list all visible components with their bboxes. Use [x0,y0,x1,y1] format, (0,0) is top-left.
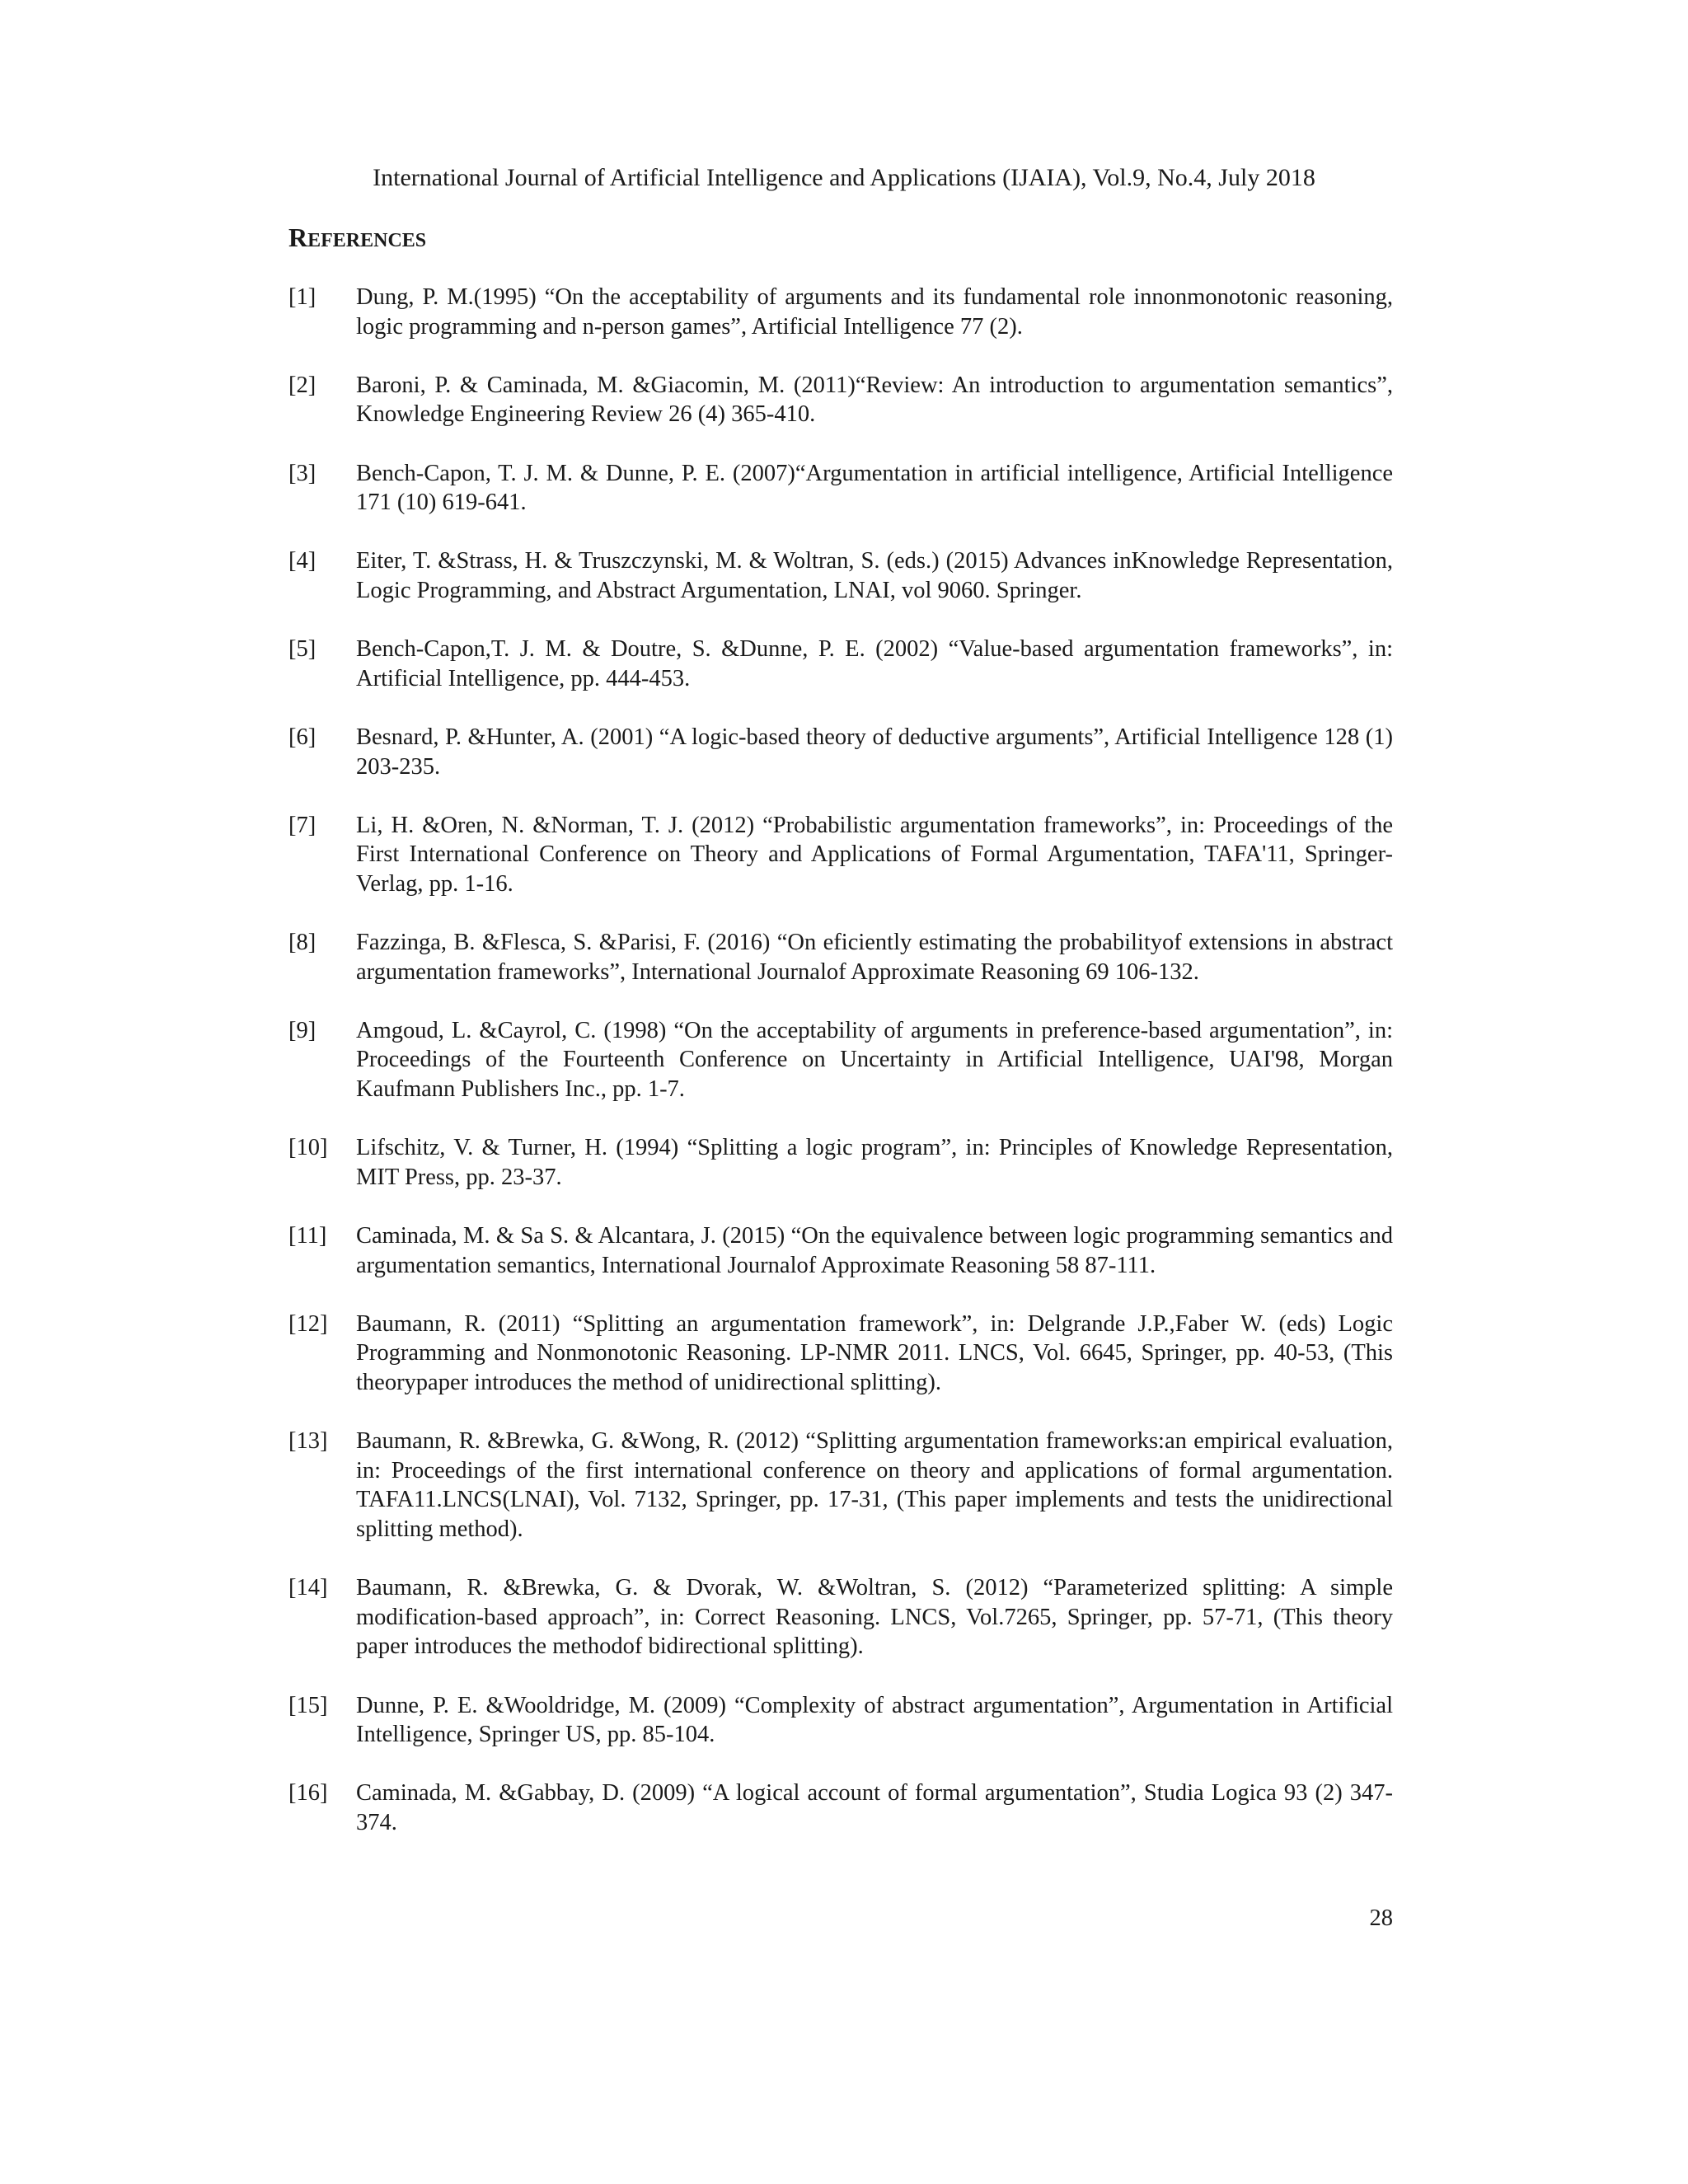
reference-item [288,1427,1393,1544]
references-heading [288,221,426,257]
reference-number: [12] [288,1310,328,1337]
heading-initial: R [288,223,308,252]
reference-text: Bench-Capon, T. J. M. & Dunne, P. E. (2007)“Argumentation in artificial intelligence, Artificial Intelligence 171 (10) 619-641. [356,460,1393,516]
reference-item [288,635,1393,693]
references-list [288,283,1393,1867]
reference-item [288,1573,1393,1661]
reference-item [288,928,1393,987]
reference-text: Baumann, R. &Brewka, G. &Wong, R. (2012) “Splitting argumentation frameworks:an empirical evaluation, in: Proceedings of the first international conference on theory and applications of formal argumentation. TAFA11.LNCS(LNAI), Vol. 7132, Springer, pp. 17-31, (This paper implements and tests the unidirectional splitting method). [356,1428,1393,1542]
heading-smallcaps: EFERENCES [307,230,427,251]
reference-text: Fazzinga, B. &Flesca, S. &Parisi, F. (2016) “On eficiently estimating the probabilityof extensions in abstract argumentation frameworks”, International Journalof Approximate Reasoning 69 106-132. [356,930,1393,985]
reference-item [288,811,1393,899]
reference-item [288,546,1393,605]
reference-text: Caminada, M. & Sa S. & Alcantara, J. (2015) “On the equivalence between logic programming semantics and argumentation semantics, International Journalof Approximate Reasoning 58 87-111. [356,1223,1393,1278]
reference-text: Bench-Capon,T. J. M. & Doutre, S. &Dunne, P. E. (2002) “Value-based argumentation frameworks”, in: Artificial Intelligence, pp. 444-453. [356,636,1393,691]
reference-item [288,283,1393,341]
page-number: 28 [1369,1905,1393,1931]
reference-item [288,1691,1393,1750]
reference-text: Dunne, P. E. &Wooldridge, M. (2009) “Complexity of abstract argumentation”, Argumentation in Artificial Intelligence, Springer US, pp. 85-104. [356,1692,1393,1748]
reference-item [288,371,1393,429]
reference-number: [15] [288,1692,328,1718]
reference-number: [9] [288,1017,316,1043]
reference-item [288,459,1393,518]
reference-item [288,1310,1393,1398]
reference-item [288,1221,1393,1280]
reference-number: [4] [288,548,316,574]
reference-item [288,1133,1393,1192]
reference-number: [14] [288,1575,328,1601]
reference-text: Dung, P. M.(1995) “On the acceptability of arguments and its fundamental role innonmonotonic reasoning, logic programming and n-person games”, Artificial Intelligence 77 (2). [356,284,1393,340]
reference-number: [1] [288,284,316,310]
reference-text: Baroni, P. & Caminada, M. &Giacomin, M. (2011)“Review: An introduction to argumentation semantics”, Knowledge Engineering Review 26 (4) 365-410. [356,372,1393,428]
reference-text: Besnard, P. &Hunter, A. (2001) “A logic-based theory of deductive arguments”, Artificial Intelligence 128 (1) 203-235. [356,724,1393,780]
reference-number: [7] [288,812,316,838]
reference-number: [8] [288,930,316,956]
journal-header: International Journal of Artificial Intelligence and Applications (IJAIA), Vol.9, No.4, July 2018 [373,164,1315,191]
reference-number: [16] [288,1780,328,1807]
reference-number: [2] [288,372,316,398]
reference-text: Baumann, R. &Brewka, G. & Dvorak, W. &Woltran, S. (2012) “Parameterized splitting: A simple modification-based approach”, in: Correct Reasoning. LNCS, Vol.7265, Springer, pp. 57-71, (This theory paper introduces the methodof bidirectional splitting). [356,1575,1393,1660]
reference-item [288,723,1393,781]
reference-text: Lifschitz, V. & Turner, H. (1994) “Splitting a logic program”, in: Principles of Knowledge Representation, MIT Press, pp. 23-37. [356,1135,1393,1190]
reference-number: [11] [288,1223,327,1249]
reference-text: Baumann, R. (2011) “Splitting an argumentation framework”, in: Delgrande J.P.,Faber W. (eds) Logic Programming and Nonmonotonic Reasoning. LP-NMR 2011. LNCS, Vol. 6645, Springer, pp. 40-53, (This theorypaper introduces the method of unidirectional splitting). [356,1310,1393,1395]
reference-text: Caminada, M. &Gabbay, D. (2009) “A logical account of formal argumentation”, Studia Logica 93 (2) 347-374. [356,1780,1393,1835]
reference-item [288,1016,1393,1104]
reference-text: Amgoud, L. &Cayrol, C. (1998) “On the acceptability of arguments in preference-based argumentation”, in: Proceedings of the Fourteenth Conference on Uncertainty in Artificial Intelligence, UAI'98, Morgan Kaufmann Publishers Inc., pp. 1-7. [356,1017,1393,1103]
reference-item [288,1779,1393,1837]
reference-number: [5] [288,636,316,663]
reference-number: [13] [288,1428,328,1455]
reference-number: [10] [288,1135,328,1161]
reference-text: Eiter, T. &Strass, H. & Truszczynski, M. & Woltran, S. (eds.) (2015) Advances inKnowledge Representation, Logic Programming, and Abstract Argumentation, LNAI, vol 9060. Springer. [356,548,1393,603]
reference-number: [3] [288,460,316,486]
reference-number: [6] [288,724,316,750]
reference-text: Li, H. &Oren, N. &Norman, T. J. (2012) “Probabilistic argumentation frameworks”, in: Proceedings of the First International Conference on Theory and Applications of Formal Argumentation, TAFA'11, Springer-Verlag, pp. 1-16. [356,812,1393,897]
